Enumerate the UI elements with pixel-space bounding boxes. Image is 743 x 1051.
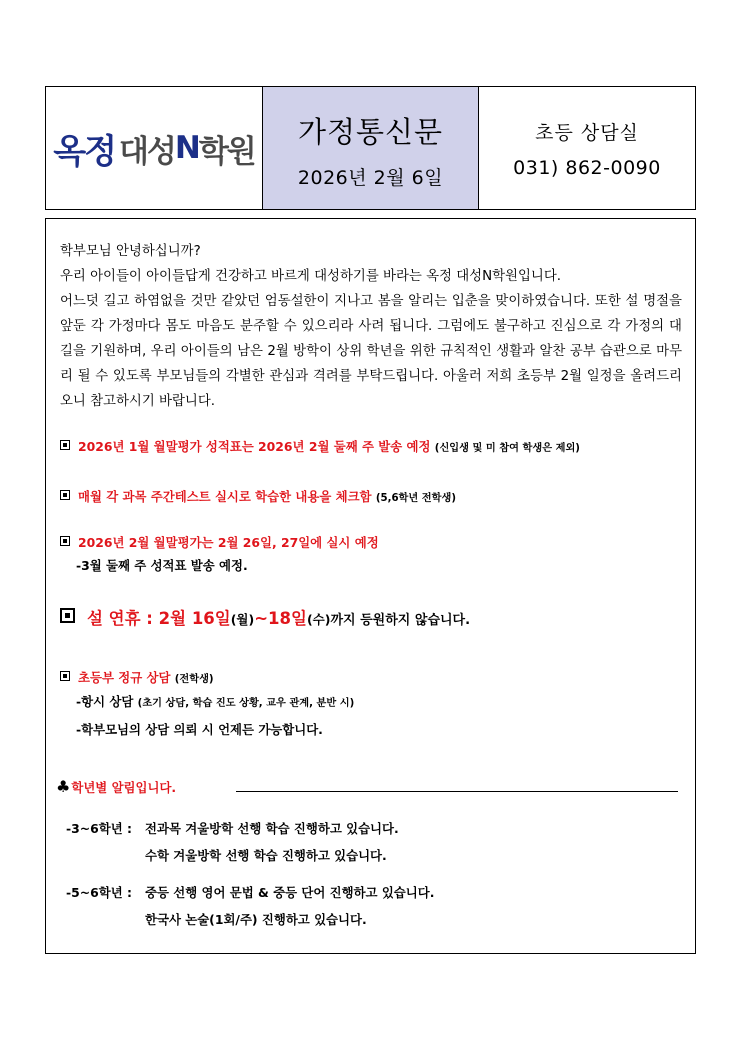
contact-phone: 031) 862-0090 — [513, 156, 661, 179]
grade-5-6-line2: 한국사 논술(1회/주) 진행하고 있습니다. — [145, 912, 367, 927]
notice-item-note: (5,6학년 전학생) — [375, 493, 456, 504]
logo-text-okjeong: 옥정 — [53, 131, 115, 172]
consultation-request: -학부모님의 상담 의뢰 시 언제든 가능합니다. — [76, 722, 323, 737]
divider-line — [236, 791, 678, 792]
intro-greeting: 학부모님 안녕하십니까? — [60, 244, 201, 259]
title-cell — [263, 87, 479, 209]
grade-notice-header — [56, 777, 176, 796]
grade-notice-title: 학년별 알림입니다. — [71, 780, 177, 795]
consultation-anytime-label: -항시 상담 — [76, 694, 134, 709]
intro-text — [60, 239, 682, 414]
logo-text-n: N — [174, 130, 199, 166]
intro-line-2: 우리 아이들이 아이들답게 건강하고 바르게 대성하기를 바라는 옥정 대성N학원입니다. — [60, 269, 562, 284]
logo-cell — [46, 87, 263, 209]
square-bullet-icon — [60, 671, 70, 681]
notice-item-text: 2026년 1월 월말평가 성적표는 2026년 2월 둘째 주 발송 예정 — [78, 439, 431, 454]
holiday-date-end: ~18일 — [254, 609, 307, 628]
notice-item-subline: -3월 둘째 주 성적표 발송 예정. — [76, 558, 248, 573]
notice-item-text: 초등부 정규 상담 — [78, 670, 171, 685]
notice-item-consultation — [60, 668, 214, 686]
notice-item-text: 2026년 2월 월말평가는 2월 26일, 27일에 실시 예정 — [78, 535, 379, 550]
holiday-closed-text: 까지 등원하지 않습니다. — [330, 613, 471, 628]
holiday-weekday-end: (수) — [306, 612, 331, 627]
notice-item-note: (전학생) — [174, 674, 214, 685]
newsletter-title: 가정통신문 — [297, 115, 444, 149]
holiday-date-range: 설 연휴 : 2월 16일 — [87, 609, 231, 628]
notice-item-note: (신입생 및 미 참여 학생은 제외) — [434, 443, 580, 454]
notice-item-monthly-exam — [60, 533, 379, 551]
grade-3-6-prefix: -3~6학년 : — [66, 821, 132, 836]
contact-cell — [479, 87, 695, 209]
square-bullet-icon — [60, 490, 70, 500]
club-suit-icon: ♣ — [56, 777, 71, 796]
intro-paragraph: 어느덧 길고 하염없을 것만 같았던 엄동설한이 지나고 봄을 알리는 입춘을 맞이하였습니다. 또한 설 명절을 앞둔 각 가정마다 몸도 마음도 분주할 수 있으리라 사려 됩니다. 그럼에도 불구하고 진심으로 각 가정의 대길을 기원하며, 우리 아이들의 남은 2월 방학이 상위 학년을 위한 규칙적인 생활과 알찬 공부 습관으로 마무리 될 수 있도록 부모님들의 각별한 관심과 격려를 부탁드립니다. 아울러 저희 초등부 2월 일정을 올려드리오니 참고하시기 바랍니다. — [60, 294, 682, 409]
grade-3-6-line2: 수학 겨울방학 선행 학습 진행하고 있습니다. — [145, 848, 387, 863]
square-bullet-icon — [60, 536, 70, 546]
contact-office-name: 초등 상담실 — [535, 121, 639, 144]
newsletter-body — [45, 218, 696, 954]
notice-item-text: 매월 각 과목 주간테스트 실시로 학습한 내용을 체크함 — [78, 489, 372, 504]
grade-3-6-line1: 전과목 겨울방학 선행 학습 진행하고 있습니다. — [145, 821, 399, 836]
newsletter-date: 2026년 2월 6일 — [297, 167, 444, 189]
grade-5-6-line1: 중등 선행 영어 문법 & 중등 단어 진행하고 있습니다. — [145, 885, 435, 900]
holiday-weekday-start: (월) — [230, 612, 255, 627]
logo-text-daeseong: 대성 — [118, 133, 175, 170]
notice-item-report-card — [60, 437, 580, 455]
consultation-anytime-note: (초기 상담, 학습 진도 상황, 교우 관계, 분반 시) — [137, 698, 355, 709]
academy-logo — [53, 124, 254, 173]
notice-item-holiday — [60, 605, 470, 629]
logo-text-hakwon: 학원 — [198, 133, 255, 170]
grade-5-6-prefix: -5~6학년 : — [66, 885, 132, 900]
notice-item-weekly-test — [60, 487, 456, 505]
square-bullet-icon — [60, 440, 70, 450]
header-table — [45, 86, 696, 210]
consultation-anytime — [76, 692, 354, 710]
square-bullet-icon — [60, 608, 75, 623]
